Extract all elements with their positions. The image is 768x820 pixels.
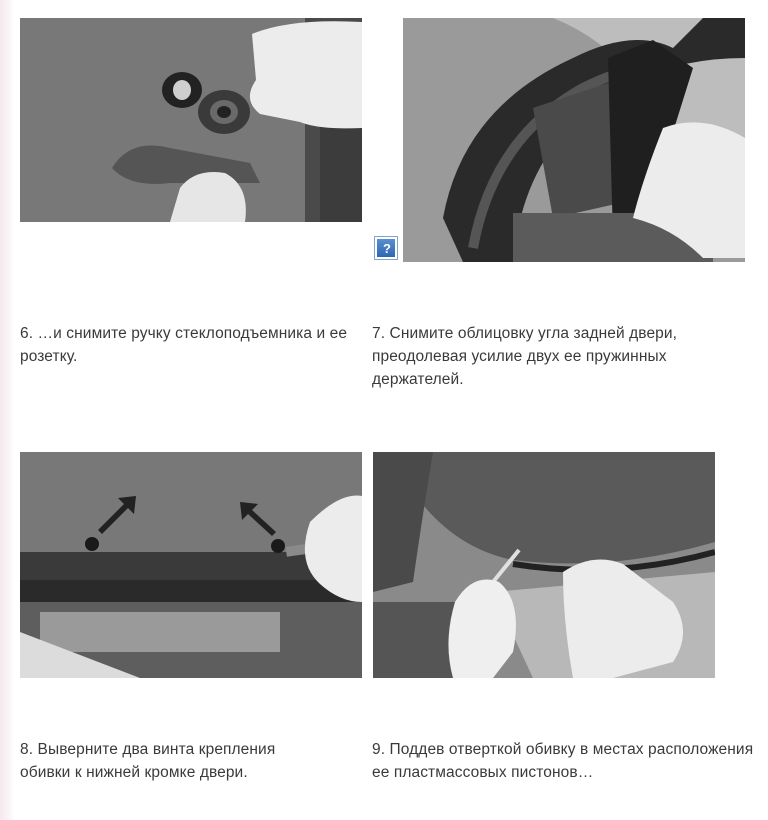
help-button[interactable]	[375, 237, 397, 259]
step-9-caption: 9. Поддев отверткой обивку в местах расположения ее пластмассовых пистонов…	[372, 741, 754, 781]
step-8-caption: 8. Выверните два винта крепления обивки к нижней кромке двери.	[20, 741, 276, 781]
question-icon: ?	[383, 241, 391, 256]
step-6-photo	[20, 18, 362, 222]
step-7-photo	[403, 18, 745, 262]
step-7-caption: 7. Снимите облицовку угла задней двери, преодолевая усилие двух ее пружинных держателей.	[372, 325, 678, 388]
step-6-caption: 6. …и снимите ручку стеклоподъемника и ее розетку.	[20, 325, 348, 365]
step-9-photo	[373, 452, 715, 678]
page-edge-strip	[0, 0, 14, 820]
step-8-photo	[20, 452, 362, 678]
